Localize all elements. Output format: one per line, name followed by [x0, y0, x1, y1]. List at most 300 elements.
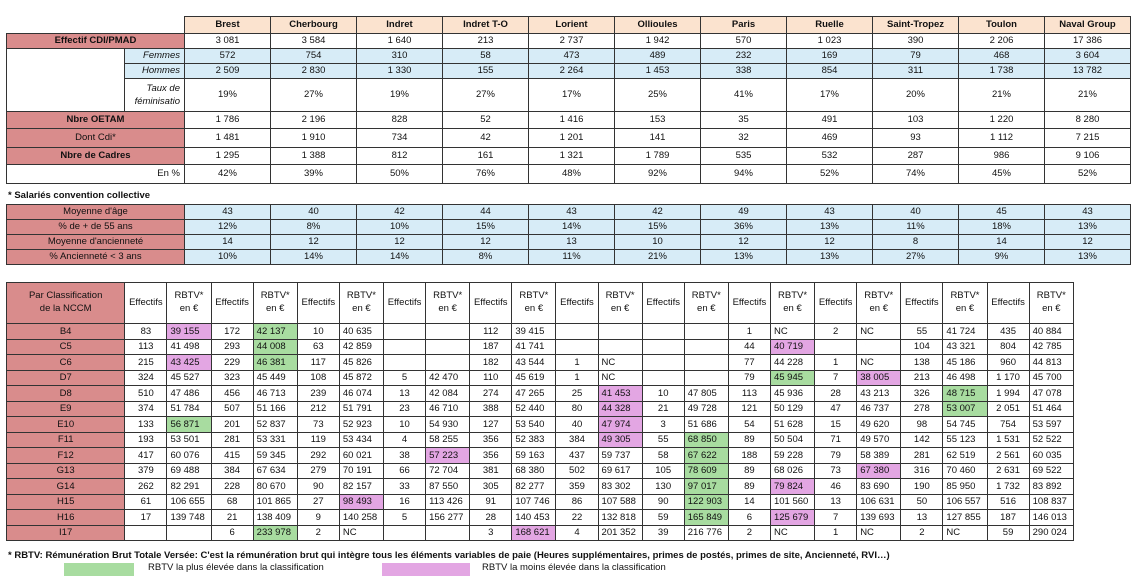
taux-row — [7, 79, 1131, 112]
effectif-cell: 279 — [297, 463, 339, 479]
col-rbtv-unit: en € — [265, 303, 285, 314]
effectif-row — [7, 34, 1131, 49]
effectif-cell: 121 — [728, 401, 770, 417]
effectif-cell: 417 — [125, 448, 167, 464]
site-header-6: Paris — [701, 17, 787, 34]
col-rbtv-label: RBTV* — [174, 290, 204, 302]
classification-header-row — [7, 283, 1074, 324]
rbtv-cell: 79 824 — [770, 479, 814, 495]
rbtv-cell: 39 415 — [512, 324, 556, 340]
rbtv-cell — [684, 339, 728, 355]
col-rbtv-unit: en € — [610, 303, 630, 314]
hommes-label: Hommes — [125, 64, 185, 79]
value-cell: 27% — [443, 79, 529, 112]
effectif-cell: 44 — [728, 339, 770, 355]
rbtv-cell: 233 978 — [253, 525, 297, 541]
value-cell: 25% — [615, 79, 701, 112]
rbtv-cell: 45 449 — [253, 370, 297, 386]
oetam-label: Nbre OETAM — [7, 112, 185, 129]
rbtv-cell: 140 258 — [339, 510, 383, 526]
value-cell: 52 — [443, 112, 529, 129]
value-cell: 1 789 — [615, 148, 701, 165]
age-value-cell: 49 — [701, 205, 787, 220]
legend-low-swatch — [382, 563, 470, 576]
effectif-cell: 187 — [987, 510, 1029, 526]
rbtv-cell: 83 892 — [1029, 479, 1073, 495]
effectif-cell — [383, 525, 425, 541]
rbtv-cell: 42 137 — [253, 324, 297, 340]
rbtv-cell: 40 635 — [339, 324, 383, 340]
effectif-cell: 359 — [556, 479, 598, 495]
effectif-cell: 28 — [470, 510, 512, 526]
col-rbtv-header — [253, 283, 297, 324]
value-cell: 532 — [787, 148, 873, 165]
site-header-row — [7, 17, 1131, 34]
effectif-cell: 23 — [383, 401, 425, 417]
value-cell: 570 — [701, 34, 787, 49]
femmes-row — [7, 49, 1131, 64]
effectif-cell: 142 — [901, 432, 943, 448]
rbtv-cell: 68 850 — [684, 432, 728, 448]
age-row — [7, 235, 1131, 250]
classification-row-d7 — [7, 370, 1074, 386]
rbtv-cell — [426, 525, 470, 541]
effectif-cell: 73 — [297, 417, 339, 433]
rbtv-cell — [684, 370, 728, 386]
effectif-cell: 356 — [470, 448, 512, 464]
effectif-cell: 2 561 — [987, 448, 1029, 464]
classification-row-c6 — [7, 355, 1074, 371]
rbtv-cell: 53 331 — [253, 432, 297, 448]
effectif-cell: 305 — [470, 479, 512, 495]
rbtv-cell: 69 617 — [598, 463, 642, 479]
age-value-cell: 12 — [787, 235, 873, 250]
rbtv-cell: 47 805 — [684, 386, 728, 402]
effectif-cell: 212 — [297, 401, 339, 417]
age-value-cell: 42 — [615, 205, 701, 220]
rbtv-cell: 45 945 — [770, 370, 814, 386]
age-value-cell: 8% — [271, 220, 357, 235]
rbtv-cell: 46 737 — [857, 401, 901, 417]
rbtv-cell: 60 076 — [167, 448, 211, 464]
rbtv-cell: 125 679 — [770, 510, 814, 526]
effectif-cell: 25 — [556, 386, 598, 402]
rbtv-cell: 53 540 — [512, 417, 556, 433]
rbtv-cell: 44 228 — [770, 355, 814, 371]
effectif-cell: 324 — [125, 370, 167, 386]
effectif-cell: 6 — [728, 510, 770, 526]
col-rbtv-header — [684, 283, 728, 324]
effectif-table — [6, 16, 1131, 184]
value-cell: 19% — [185, 79, 271, 112]
rbtv-cell: 51 464 — [1029, 401, 1073, 417]
effectif-cell: 1 170 — [987, 370, 1029, 386]
age-row-label: Moyenne d'âge — [7, 205, 185, 220]
site-header-9: Toulon — [959, 17, 1045, 34]
effectif-cell: 28 — [815, 386, 857, 402]
effectif-cell: 46 — [815, 479, 857, 495]
age-value-cell: 13% — [787, 250, 873, 265]
classification-row-c5 — [7, 339, 1074, 355]
age-value-cell: 12 — [271, 235, 357, 250]
rbtv-cell: 53 597 — [1029, 417, 1073, 433]
value-cell: 1 453 — [615, 64, 701, 79]
effectif-cell: 2 — [297, 525, 339, 541]
oetam-row — [7, 112, 1131, 129]
legend-low-label: RBTV la moins élevée dans la classification — [482, 562, 666, 573]
effectif-cell: 47 — [815, 401, 857, 417]
col-rbtv-label: RBTV* — [605, 290, 635, 302]
col-effectifs-header: Effectifs — [297, 283, 339, 324]
value-cell: 21% — [1045, 79, 1131, 112]
site-header-1: Cherbourg — [271, 17, 357, 34]
effectif-cell: 5 — [383, 370, 425, 386]
effectif-cell: 104 — [901, 339, 943, 355]
age-value-cell: 14 — [959, 235, 1045, 250]
value-cell: 39% — [271, 165, 357, 184]
rbtv-cell: 59 228 — [770, 448, 814, 464]
effectif-cell: 89 — [728, 432, 770, 448]
effectif-cell: 1 531 — [987, 432, 1029, 448]
rbtv-cell: 45 826 — [339, 355, 383, 371]
effectif-cell: 21 — [211, 510, 253, 526]
age-value-cell: 15% — [615, 220, 701, 235]
rbtv-cell: 46 074 — [339, 386, 383, 402]
effectif-cell: 27 — [297, 494, 339, 510]
age-value-cell: 21% — [615, 250, 701, 265]
effectif-cell: 1 732 — [987, 479, 1029, 495]
value-cell: 79 — [873, 49, 959, 64]
col-rbtv-label: RBTV* — [950, 290, 980, 302]
effectif-cell: 15 — [815, 417, 857, 433]
value-cell: 3 584 — [271, 34, 357, 49]
age-value-cell: 12% — [185, 220, 271, 235]
col-rbtv-unit: en € — [524, 303, 544, 314]
en-pct-label: En % — [7, 165, 185, 184]
effectif-cell: 435 — [987, 324, 1029, 340]
effectif-cell: 90 — [642, 494, 684, 510]
effectif-cell: 6 — [211, 525, 253, 541]
age-value-cell: 12 — [701, 235, 787, 250]
rbtv-cell: 101 560 — [770, 494, 814, 510]
col-effectifs-header: Effectifs — [642, 283, 684, 324]
rbtv-cell: 45 527 — [167, 370, 211, 386]
effectif-cell: 71 — [815, 432, 857, 448]
age-value-cell: 9% — [959, 250, 1045, 265]
dont-cdi-label: Dont Cdi* — [7, 129, 185, 148]
effectif-cell: 79 — [815, 448, 857, 464]
cadres-label: Nbre de Cadres — [7, 148, 185, 165]
rbtv-cell: NC — [339, 525, 383, 541]
rbtv-cell: 49 305 — [598, 432, 642, 448]
value-cell: 986 — [959, 148, 1045, 165]
rbtv-cell: 42 785 — [1029, 339, 1073, 355]
effectif-cell: 79 — [728, 370, 770, 386]
value-cell: 161 — [443, 148, 529, 165]
rbtv-cell: 41 741 — [512, 339, 556, 355]
rbtv-cell: 39 155 — [167, 324, 211, 340]
col-rbtv-unit: en € — [869, 303, 888, 314]
rbtv-cell: 87 550 — [426, 479, 470, 495]
classification-row-g14 — [7, 479, 1074, 495]
rbtv-cell — [426, 355, 470, 371]
col-rbtv-label: RBTV* — [519, 290, 549, 302]
rbtv-cell — [167, 525, 211, 541]
classification-label: I17 — [7, 525, 125, 541]
effectif-cell: 215 — [125, 355, 167, 371]
col-rbtv-unit: en € — [438, 303, 457, 314]
effectif-cell — [642, 324, 684, 340]
value-cell: 94% — [701, 165, 787, 184]
rbtv-cell: 82 291 — [167, 479, 211, 495]
rbtv-cell: 68 380 — [512, 463, 556, 479]
taux-label: Taux de féminisatio — [125, 79, 185, 112]
effectif-cell: 188 — [728, 448, 770, 464]
effectif-cell: 10 — [297, 324, 339, 340]
age-value-cell: 43 — [787, 205, 873, 220]
rbtv-cell: 40 719 — [770, 339, 814, 355]
value-cell: 76% — [443, 165, 529, 184]
age-value-cell: 13% — [701, 250, 787, 265]
rbtv-cell: 51 791 — [339, 401, 383, 417]
rbtv-cell: 43 544 — [512, 355, 556, 371]
effectif-cell: 415 — [211, 448, 253, 464]
rbtv-cell: 106 557 — [943, 494, 987, 510]
rbtv-cell: 59 163 — [512, 448, 556, 464]
effectif-cell: 3 — [642, 417, 684, 433]
effectif-cell: 5 — [383, 510, 425, 526]
rbtv-cell: 67 380 — [857, 463, 901, 479]
age-row-label: % de + de 55 ans — [7, 220, 185, 235]
value-cell: 734 — [357, 129, 443, 148]
legend-high-label: RBTV la plus élevée dans la classification — [148, 562, 324, 573]
col-effectifs-header: Effectifs — [125, 283, 167, 324]
effectif-cell: 33 — [383, 479, 425, 495]
value-cell: 52% — [787, 165, 873, 184]
site-header-7: Ruelle — [787, 17, 873, 34]
effectif-cell: 293 — [211, 339, 253, 355]
age-value-cell: 12 — [1045, 235, 1131, 250]
effectif-cell — [642, 370, 684, 386]
rbtv-cell: NC — [598, 370, 642, 386]
rbtv-cell: NC — [770, 525, 814, 541]
value-cell: 32 — [701, 129, 787, 148]
value-cell: 2 830 — [271, 64, 357, 79]
rbtv-cell: 50 129 — [770, 401, 814, 417]
rbtv-cell: NC — [943, 525, 987, 541]
rbtv-cell — [598, 339, 642, 355]
effectif-cell: 89 — [728, 479, 770, 495]
value-cell: 1 786 — [185, 112, 271, 129]
age-row — [7, 250, 1131, 265]
value-cell: 50% — [357, 165, 443, 184]
col-rbtv-header — [1029, 283, 1073, 324]
effectif-cell: 281 — [901, 448, 943, 464]
classification-label: D8 — [7, 386, 125, 402]
classification-label: C5 — [7, 339, 125, 355]
col-rbtv-unit: en € — [179, 303, 199, 314]
value-cell: 1 738 — [959, 64, 1045, 79]
value-cell: 338 — [701, 64, 787, 79]
rbtv-cell: 52 383 — [512, 432, 556, 448]
effectif-cell: 388 — [470, 401, 512, 417]
effectif-cell: 17 — [125, 510, 167, 526]
effectif-cell: 379 — [125, 463, 167, 479]
value-cell: 169 — [787, 49, 873, 64]
value-cell: 1 942 — [615, 34, 701, 49]
effectif-cell: 105 — [642, 463, 684, 479]
value-cell: 2 206 — [959, 34, 1045, 49]
effectif-cell — [642, 339, 684, 355]
value-cell: 754 — [271, 49, 357, 64]
rbtv-cell: 58 255 — [426, 432, 470, 448]
site-header-5: Ollioules — [615, 17, 701, 34]
value-cell: 1 481 — [185, 129, 271, 148]
classification-row-i17 — [7, 525, 1074, 541]
effectif-cell: 119 — [297, 432, 339, 448]
effectif-cell: 4 — [556, 525, 598, 541]
value-cell: 390 — [873, 34, 959, 49]
effectif-cell — [383, 339, 425, 355]
effectif-cell: 40 — [556, 417, 598, 433]
value-cell: 310 — [357, 49, 443, 64]
age-value-cell: 10 — [615, 235, 701, 250]
effectif-cell: 229 — [211, 355, 253, 371]
col-rbtv-label: RBTV* — [346, 290, 376, 302]
effectif-cell: 2 — [815, 324, 857, 340]
rbtv-cell: 106 631 — [857, 494, 901, 510]
site-header-4: Lorient — [529, 17, 615, 34]
rbtv-cell: 52 440 — [512, 401, 556, 417]
classification-row-f12 — [7, 448, 1074, 464]
rbtv-cell: 52 923 — [339, 417, 383, 433]
rbtv-cell: 47 078 — [1029, 386, 1073, 402]
col-rbtv-header — [770, 283, 814, 324]
value-cell: 45% — [959, 165, 1045, 184]
effectif-cell: 326 — [901, 386, 943, 402]
value-cell: 9 106 — [1045, 148, 1131, 165]
rbtv-cell: 83 302 — [598, 479, 642, 495]
rbtv-cell: 290 024 — [1029, 525, 1073, 541]
effectif-cell — [556, 324, 598, 340]
femmes-label: Femmes — [125, 49, 185, 64]
effectif-cell: 437 — [556, 448, 598, 464]
effectif-cell: 7 — [815, 510, 857, 526]
footnote-rbtv: * RBTV: Rémunération Brut Totale Versée: C'est la rémunération brut qui intègre tous les éléments variables de paie (Heures supplémentaires, primes de postés, primes de site, Ancienneté, RVI…) — [8, 550, 890, 561]
rbtv-cell: 46 498 — [943, 370, 987, 386]
effectif-cell: 381 — [470, 463, 512, 479]
rbtv-cell: 46 713 — [253, 386, 297, 402]
effectif-cell: 1 — [728, 324, 770, 340]
value-cell: 27% — [271, 79, 357, 112]
value-cell: 17% — [529, 79, 615, 112]
effectif-cell: 1 — [815, 525, 857, 541]
value-cell: 2 196 — [271, 112, 357, 129]
age-value-cell: 14% — [529, 220, 615, 235]
age-value-cell: 43 — [185, 205, 271, 220]
rbtv-cell: 45 700 — [1029, 370, 1073, 386]
rbtv-cell: 72 704 — [426, 463, 470, 479]
value-cell: 854 — [787, 64, 873, 79]
effectif-cell: 292 — [297, 448, 339, 464]
rbtv-cell: 69 522 — [1029, 463, 1073, 479]
age-value-cell: 44 — [443, 205, 529, 220]
value-cell: 19% — [357, 79, 443, 112]
value-cell: 3 081 — [185, 34, 271, 49]
rbtv-cell: NC — [857, 324, 901, 340]
effectif-cell: 278 — [901, 401, 943, 417]
value-cell: 2 509 — [185, 64, 271, 79]
value-cell: 58 — [443, 49, 529, 64]
effectif-cell: 510 — [125, 386, 167, 402]
effectif-cell — [556, 339, 598, 355]
rbtv-cell: 41 453 — [598, 386, 642, 402]
rbtv-cell: 83 690 — [857, 479, 901, 495]
value-cell: 1 321 — [529, 148, 615, 165]
rbtv-cell: 68 026 — [770, 463, 814, 479]
age-value-cell: 45 — [959, 205, 1045, 220]
site-header-3: Indret T-O — [443, 17, 529, 34]
rbtv-cell — [857, 339, 901, 355]
effectif-cell: 201 — [211, 417, 253, 433]
value-cell: 153 — [615, 112, 701, 129]
effectif-cell: 91 — [470, 494, 512, 510]
rbtv-cell: 44 008 — [253, 339, 297, 355]
effectif-cell: 108 — [297, 370, 339, 386]
effectif-cell: 374 — [125, 401, 167, 417]
effectif-cell: 193 — [125, 432, 167, 448]
age-value-cell: 10% — [185, 250, 271, 265]
classification-row-f11 — [7, 432, 1074, 448]
rbtv-cell: 50 504 — [770, 432, 814, 448]
age-value-cell: 15% — [443, 220, 529, 235]
site-header-10: Naval Group — [1045, 17, 1131, 34]
rbtv-cell: 132 818 — [598, 510, 642, 526]
col-rbtv-label: RBTV* — [260, 290, 290, 302]
value-cell: 20% — [873, 79, 959, 112]
value-cell: 572 — [185, 49, 271, 64]
value-cell: 469 — [787, 129, 873, 148]
en-pct-row — [7, 165, 1131, 184]
age-value-cell: 14 — [185, 235, 271, 250]
effectif-cell — [383, 355, 425, 371]
rbtv-cell: 51 166 — [253, 401, 297, 417]
classification-row-h16 — [7, 510, 1074, 526]
effectif-cell: 456 — [211, 386, 253, 402]
rbtv-cell: 43 425 — [167, 355, 211, 371]
rbtv-cell: 146 013 — [1029, 510, 1073, 526]
effectif-cell: 38 — [383, 448, 425, 464]
rbtv-cell: 52 522 — [1029, 432, 1073, 448]
effectif-cell: 316 — [901, 463, 943, 479]
rbtv-cell — [684, 355, 728, 371]
rbtv-cell: 41 724 — [943, 324, 987, 340]
value-cell: 155 — [443, 64, 529, 79]
rbtv-cell: NC — [857, 525, 901, 541]
rbtv-cell: 45 872 — [339, 370, 383, 386]
rbtv-cell: 82 277 — [512, 479, 556, 495]
effectif-cell: 90 — [297, 479, 339, 495]
classification-label: E10 — [7, 417, 125, 433]
effectif-cell: 507 — [211, 401, 253, 417]
classification-label: E9 — [7, 401, 125, 417]
rbtv-cell: 48 715 — [943, 386, 987, 402]
value-cell: 42% — [185, 165, 271, 184]
effectif-cell: 55 — [901, 324, 943, 340]
classification-label: H16 — [7, 510, 125, 526]
rbtv-cell: NC — [598, 355, 642, 371]
effectif-cell: 89 — [728, 463, 770, 479]
